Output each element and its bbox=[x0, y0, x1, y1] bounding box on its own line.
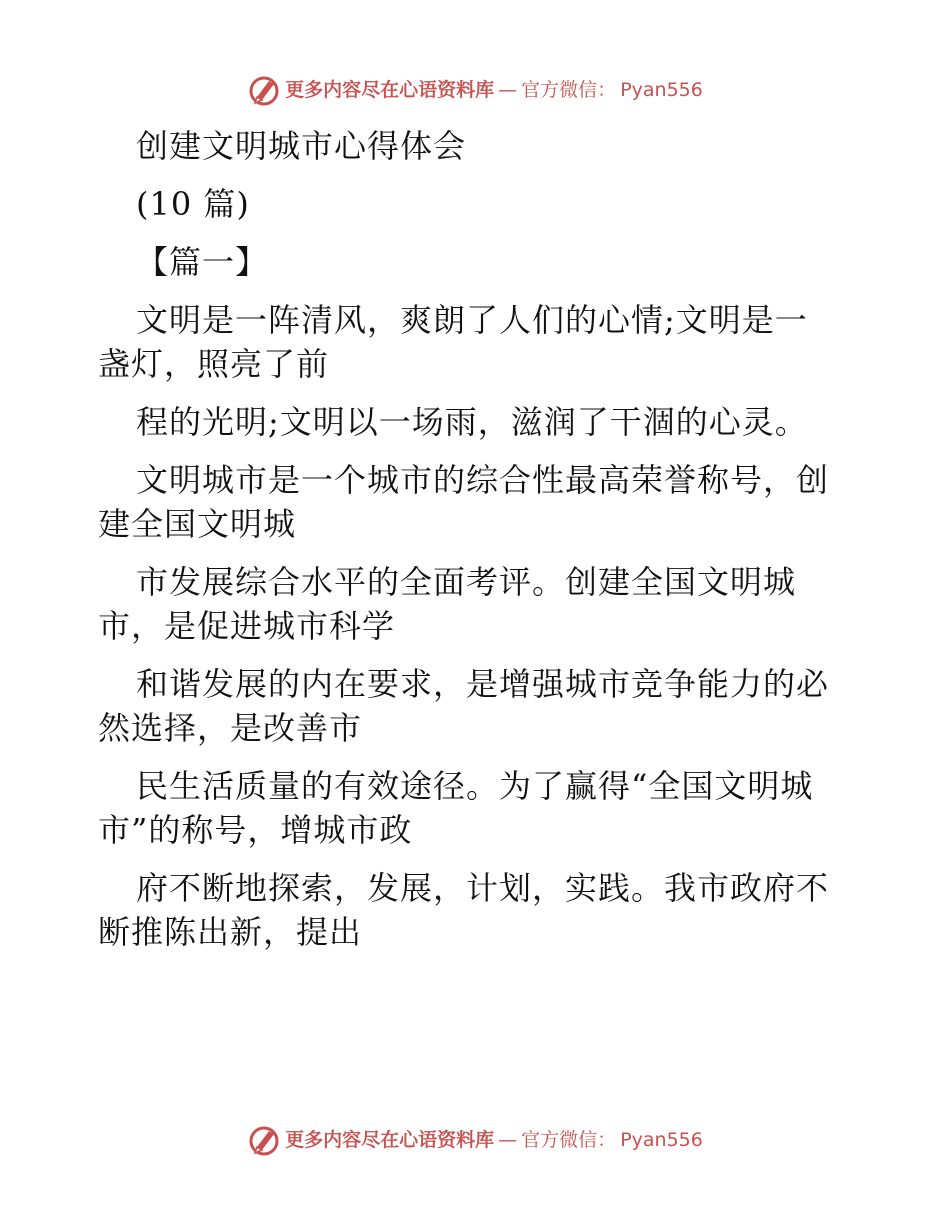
paragraph-line: 府不断地探索，发展，计划，实践。我市政府不 bbox=[136, 869, 830, 907]
banner-wechat-handle: Pyan556 bbox=[620, 78, 703, 101]
header-banner-content bbox=[247, 73, 703, 107]
paragraph-line: 文明是一阵清风，爽朗了人们的心情;文明是一 bbox=[136, 301, 808, 339]
paragraph-line: 民生活质量的有效途径。为了赢得“全国文明城 bbox=[136, 767, 814, 805]
paragraph-line: 文明城市是一个城市的综合性最高荣誉称号，创 bbox=[136, 461, 830, 499]
document-subtitle: (10 篇) bbox=[136, 185, 250, 223]
header-banner bbox=[0, 70, 950, 110]
banner-main-text: 更多内容尽在心语资料库 bbox=[285, 1128, 495, 1151]
banner-separator: — bbox=[498, 78, 518, 101]
paragraph-line: 市，是促进城市科学 bbox=[98, 607, 396, 645]
footer-banner-content bbox=[247, 1123, 703, 1157]
banner-separator: — bbox=[498, 1128, 518, 1151]
pen-logo-icon bbox=[247, 1123, 281, 1157]
document-body bbox=[98, 124, 858, 954]
banner-main-text: 更多内容尽在心语资料库 bbox=[285, 78, 495, 101]
footer-banner bbox=[0, 1120, 950, 1160]
paragraph-line: 市发展综合水平的全面考评。创建全国文明城 bbox=[136, 563, 797, 601]
paragraph-line: 断推陈出新，提出 bbox=[98, 913, 363, 951]
paragraph-line: 程的光明;文明以一场雨，滋润了干涸的心灵。 bbox=[136, 403, 808, 441]
paragraph-line: 然选择，是改善市 bbox=[98, 709, 363, 747]
paragraph-line: 市”的称号，增城市政 bbox=[98, 811, 413, 849]
paragraph-line: 和谐发展的内在要求，是增强城市竞争能力的必 bbox=[136, 665, 830, 703]
paragraph-line: 建全国文明城 bbox=[98, 505, 297, 543]
paragraph-line: 盏灯，照亮了前 bbox=[98, 345, 330, 383]
banner-wechat-label: 官方微信： bbox=[521, 78, 617, 101]
pen-logo-icon bbox=[247, 73, 281, 107]
banner-wechat-label: 官方微信： bbox=[521, 1128, 617, 1151]
banner-wechat-handle: Pyan556 bbox=[620, 1128, 703, 1151]
section-heading: 【篇一】 bbox=[136, 243, 269, 281]
document-title: 创建文明城市心得体会 bbox=[136, 127, 467, 165]
